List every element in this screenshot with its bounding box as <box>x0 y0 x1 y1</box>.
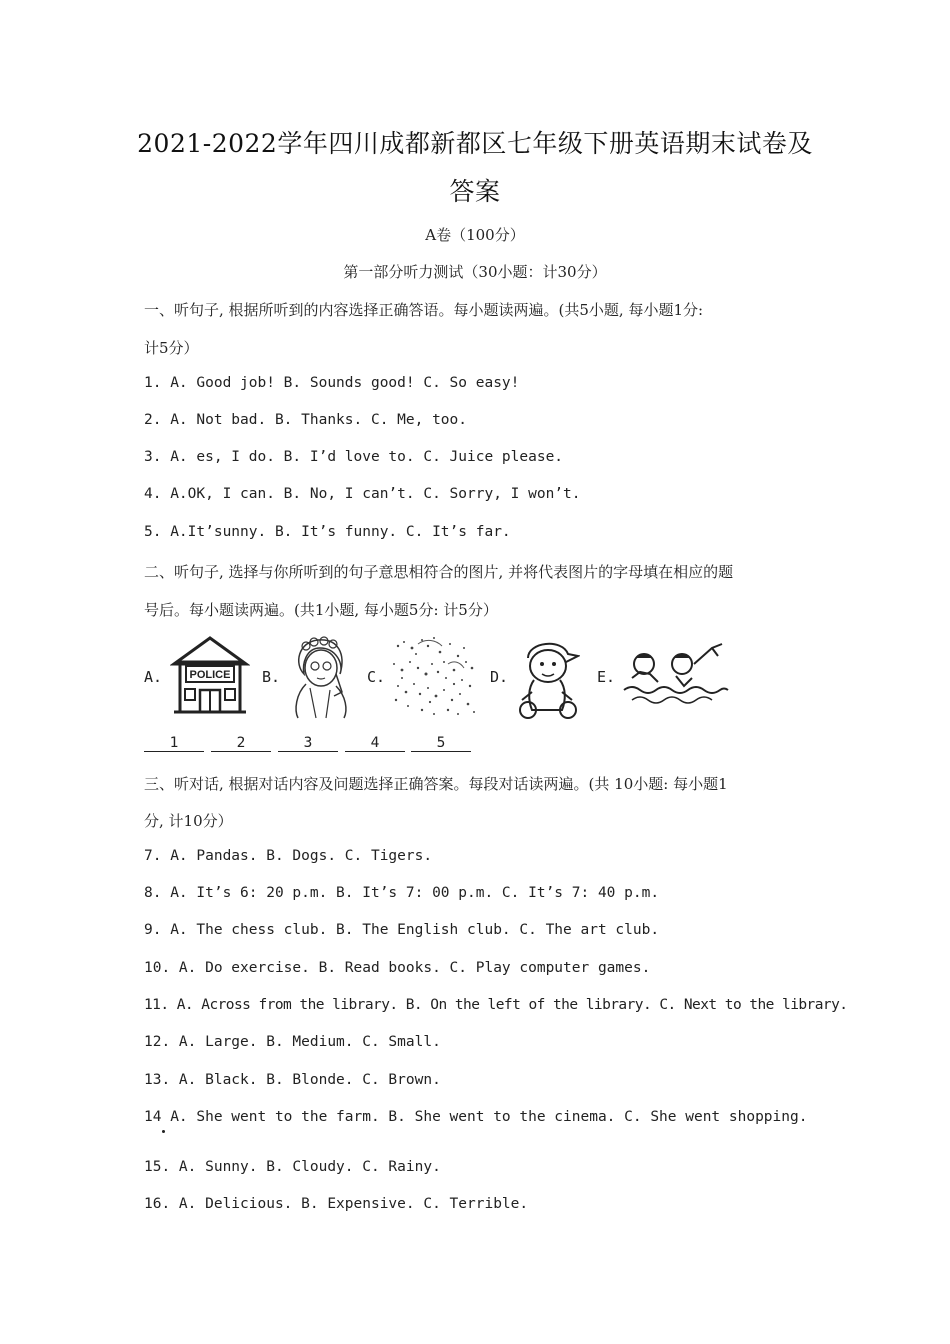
answer-blank[interactable]: 1 <box>144 736 204 752</box>
question-item: 4. A.OK, I can. B. No, I can’t. C. Sorry, I won’t. <box>144 486 581 502</box>
answer-blank[interactable]: 5 <box>411 736 471 752</box>
answer-blank[interactable]: 4 <box>345 736 405 752</box>
question-item: 15. A. Sunny. B. Cloudy. C. Rainy. <box>144 1159 441 1175</box>
question-item: 10. A. Do exercise. B. Read books. C. Play computer games. <box>144 960 651 976</box>
answer-blank[interactable]: 3 <box>278 736 338 752</box>
document-title-line1: 2021-2022学年四川成都新都区七年级下册英语期末试卷及 <box>137 129 813 158</box>
police-sign-text: POLICE <box>189 669 231 681</box>
paper-label: A卷（100分） <box>425 226 525 244</box>
section2-instruction-cont: 号后。每小题读两遍。(共1小题, 每小题5分: 计5分） <box>144 601 498 619</box>
question-item: 3. A. es, I do. B. I’d love to. C. Juice please. <box>144 449 564 465</box>
section3-instruction-cont: 分, 计10分） <box>144 812 233 830</box>
question-item: 11. A. Across from the library. B. On the left of the library. C. Next to the library. <box>144 997 848 1013</box>
swimmers-icon <box>622 634 730 714</box>
picture-letter: D. <box>490 668 509 686</box>
picture-letter: A. <box>144 668 163 686</box>
boy-with-cap-icon <box>514 634 580 720</box>
question-item: 16. A. Delicious. B. Expensive. C. Terrible. <box>144 1196 529 1212</box>
answer-blank[interactable]: 2 <box>211 736 271 752</box>
thinking-girl-icon <box>286 634 356 720</box>
question-item: 12. A. Large. B. Medium. C. Small. <box>144 1034 441 1050</box>
document-title-line2: 答案 <box>449 177 501 206</box>
police-station-icon <box>170 634 250 716</box>
question-item: 13. A. Black. B. Blonde. C. Brown. <box>144 1072 441 1088</box>
part-heading: 第一部分听力测试（30小题：计30分） <box>343 263 607 281</box>
scattered-dots-icon <box>388 634 480 718</box>
section2-instruction: 二、听句子, 选择与你所听到的句子意思相符合的图片, 并将代表图片的字母填在相应的题 <box>144 563 734 581</box>
question-item: 14 A. She went to the farm. B. She went to the cinema. C. She went shopping. <box>144 1109 808 1125</box>
picture-letter: B. <box>262 668 281 686</box>
question-item: 5. A.It’sunny. B. It’s funny. C. It’s far. <box>144 524 511 540</box>
question-item: 1. A. Good job! B. Sounds good! C. So easy! <box>144 375 520 391</box>
question-item: 9. A. The chess club. B. The English club. C. The art club. <box>144 922 660 938</box>
question-item: 2. A. Not bad. B. Thanks. C. Me, too. <box>144 412 468 428</box>
question-item: 8. A. It’s 6: 20 p.m. B. It’s 7: 00 p.m. C. It’s 7: 40 p.m. <box>144 885 660 901</box>
section3-instruction: 三、听对话, 根据对话内容及问题选择正确答案。每段对话读两遍。(共 10小题: 每小题1 <box>144 775 728 793</box>
stray-mark <box>162 1130 165 1133</box>
picture-letter: C. <box>367 668 386 686</box>
question-item: 7. A. Pandas. B. Dogs. C. Tigers. <box>144 848 433 864</box>
section1-instruction-cont: 计5分） <box>144 339 199 357</box>
section1-instruction: 一、听句子, 根据所听到的内容选择正确答语。每小题读两遍。(共5小题, 每小题1分: <box>144 301 704 319</box>
picture-letter: E. <box>597 668 616 686</box>
